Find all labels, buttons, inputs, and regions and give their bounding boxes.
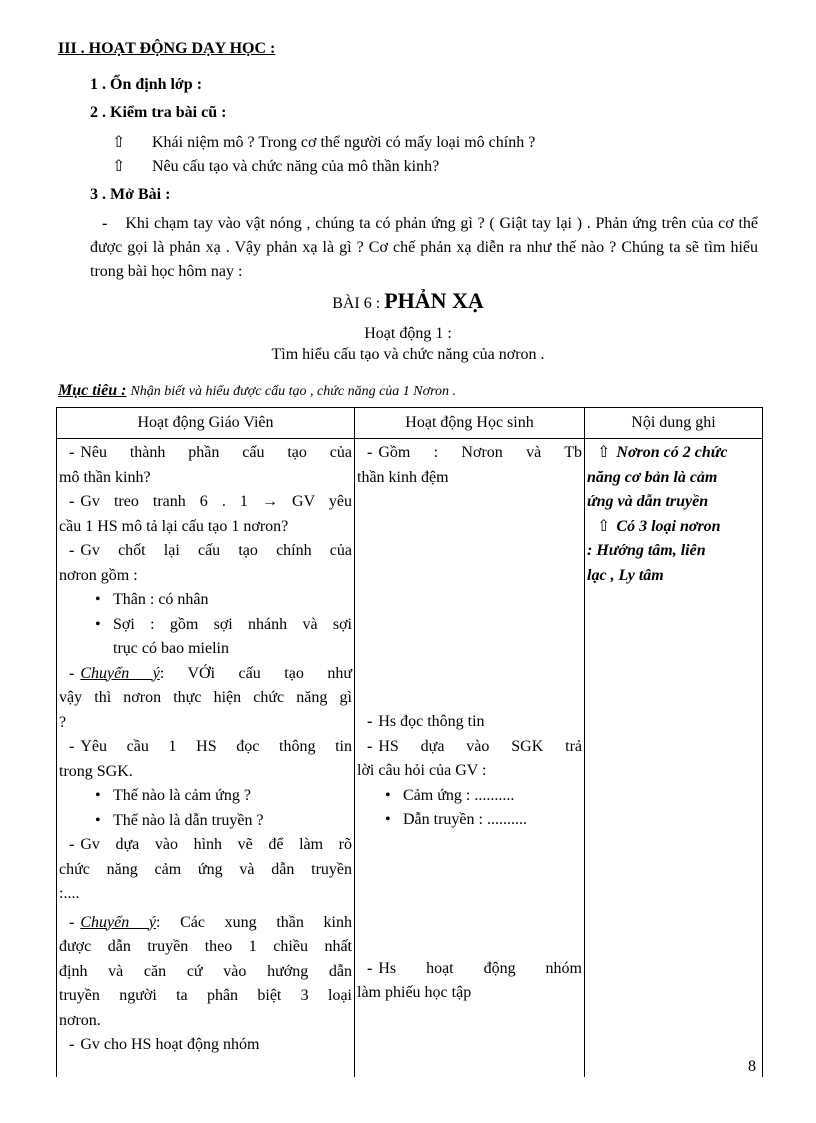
notes-line: ứng và dẫn truyền xyxy=(587,493,709,510)
student-column xyxy=(355,439,585,1078)
objective xyxy=(58,382,456,400)
student-bullet: • Cảm ứng : .......... xyxy=(357,784,582,809)
teacher-line: - Gv chốt lại cấu tạo chính của xyxy=(69,542,352,559)
notes-line: : Hướng tâm, liên xyxy=(587,542,706,559)
intro-paragraph xyxy=(90,212,758,284)
teacher-line: được dẫn truyền theo 1 chiều nhất xyxy=(59,938,352,955)
table-row xyxy=(57,439,763,1078)
activity-subtitle: Tìm hiểu cấu tạo và chức năng của nơron . xyxy=(271,346,545,363)
student-line: làm phiếu học tập xyxy=(357,984,472,1001)
teacher-line: - Chuyển ý: VỚi cấu tạo như xyxy=(69,664,352,682)
notes-column xyxy=(585,439,763,1078)
teacher-line: chức năng cảm ứng và dẫn truyền xyxy=(59,860,352,878)
teacher-bullet: • Thế nào là dẫn truyền ? xyxy=(59,809,352,834)
step-3: 3 . Mở Bài : xyxy=(90,186,171,203)
student-line: - HS dựa vào SGK trả xyxy=(367,737,582,755)
header-notes: Nội dung ghi xyxy=(585,408,763,439)
notes-line: lạc , Ly tâm xyxy=(587,566,664,584)
student-line: - Gồm : Nơron và Tb xyxy=(367,444,582,461)
teacher-line: - Gv cho HS hoạt động nhóm xyxy=(69,1036,260,1053)
lesson-title xyxy=(0,288,816,314)
review-question-1 xyxy=(112,132,535,152)
lesson-prefix: BÀI 6 : xyxy=(332,295,381,312)
notes-line: ⇧ Có 3 loại nơron xyxy=(597,517,721,535)
teacher-bullet: • Thân : có nhân xyxy=(59,588,352,613)
teacher-column xyxy=(57,439,355,1078)
review-question-1-text: Khái niệm mô ? Trong cơ thể người có mấy loại mô chính ? xyxy=(152,134,536,151)
header-teacher: Hoạt động Giáo Viên xyxy=(57,408,355,439)
student-line: thần kinh đệm xyxy=(357,468,449,486)
arrow-up-icon: ⇧ xyxy=(112,158,126,175)
lesson-name: PHẢN XẠ xyxy=(384,288,484,313)
student-line: lời câu hỏi của GV : xyxy=(357,762,487,779)
teacher-line: ? xyxy=(59,713,67,731)
dash: - xyxy=(102,215,108,232)
step-1: 1 . Ổn định lớp : xyxy=(90,76,203,93)
teacher-line: trong SGK. xyxy=(59,762,133,780)
teacher-line: truyền người ta phân biệt 3 loại xyxy=(59,987,352,1004)
step-2: 2 . Kiểm tra bài cũ : xyxy=(90,104,227,121)
teacher-line: cầu 1 HS mô tả lại cấu tạo 1 nơron? xyxy=(59,517,289,535)
notes-line: ⇧ Nơron có 2 chức xyxy=(597,444,728,461)
teacher-line: - Nêu thành phần cấu tạo của xyxy=(69,444,352,461)
student-bullet: • Dẫn truyền : .......... xyxy=(357,808,582,833)
page-number: 8 xyxy=(748,1058,756,1075)
objective-text: Nhận biết và hiểu được cấu tạo , chức năng của 1 Nơron . xyxy=(130,384,457,399)
teacher-line: định và căn cứ vào hướng dẫn xyxy=(59,962,352,980)
review-question-2 xyxy=(112,156,439,176)
teacher-line: - Gv treo tranh 6 . 1 → GV yêu xyxy=(69,493,352,510)
teacher-line: - Chuyển ý: Các xung thần kinh xyxy=(69,913,352,931)
section-heading: III . HOẠT ĐỘNG DẠY HỌC : xyxy=(58,40,276,57)
table-header-row xyxy=(57,408,763,439)
teacher-line: vậy thì nơron thực hiện chức năng gì xyxy=(59,689,352,706)
student-line: - Hs hoạt động nhóm xyxy=(367,959,582,977)
objective-label: Mục tiêu : xyxy=(58,382,127,399)
teacher-bullet: • Thế nào là cảm ứng ? xyxy=(59,784,352,809)
teacher-bullet: • Sợi : gồm sợi nhánh và sợi xyxy=(59,613,352,638)
teacher-line: nơron. xyxy=(59,1011,101,1029)
notes-line: năng cơ bản là cảm xyxy=(587,468,718,486)
teacher-line: trục có bao mielin xyxy=(113,640,229,657)
teacher-line: nơron gồm : xyxy=(59,566,138,584)
teacher-line: - Yêu cầu 1 HS đọc thông tin xyxy=(69,738,352,755)
teacher-line: - Gv dựa vào hình vẽ để làm rõ xyxy=(69,836,352,853)
header-student: Hoạt động Học sinh xyxy=(355,408,585,439)
intro-text: Khi chạm tay vào vật nóng , chúng ta có phản ứng gì ? ( Giật tay lại ) . Phản ứng trên của cơ thể được gọi là phản xạ . Vậy phản xạ là gì ? Cơ chế phản xạ diễn ra như thế nào ? Chúng ta sẽ tìm hiểu trong bài học hôm nay : xyxy=(90,215,758,280)
student-line: - Hs đọc thông tin xyxy=(367,713,485,730)
arrow-up-icon: ⇧ xyxy=(597,517,611,535)
arrow-up-icon: ⇧ xyxy=(112,134,126,151)
activity-table xyxy=(56,407,763,1077)
activity-title: Hoạt động 1 : xyxy=(364,325,452,342)
teacher-line: :.... xyxy=(59,885,80,902)
review-question-2-text: Nêu cấu tạo và chức năng của mô thần kinh? xyxy=(152,158,440,175)
teacher-line: mô thần kinh? xyxy=(59,468,151,486)
arrow-up-icon: ⇧ xyxy=(597,444,611,461)
